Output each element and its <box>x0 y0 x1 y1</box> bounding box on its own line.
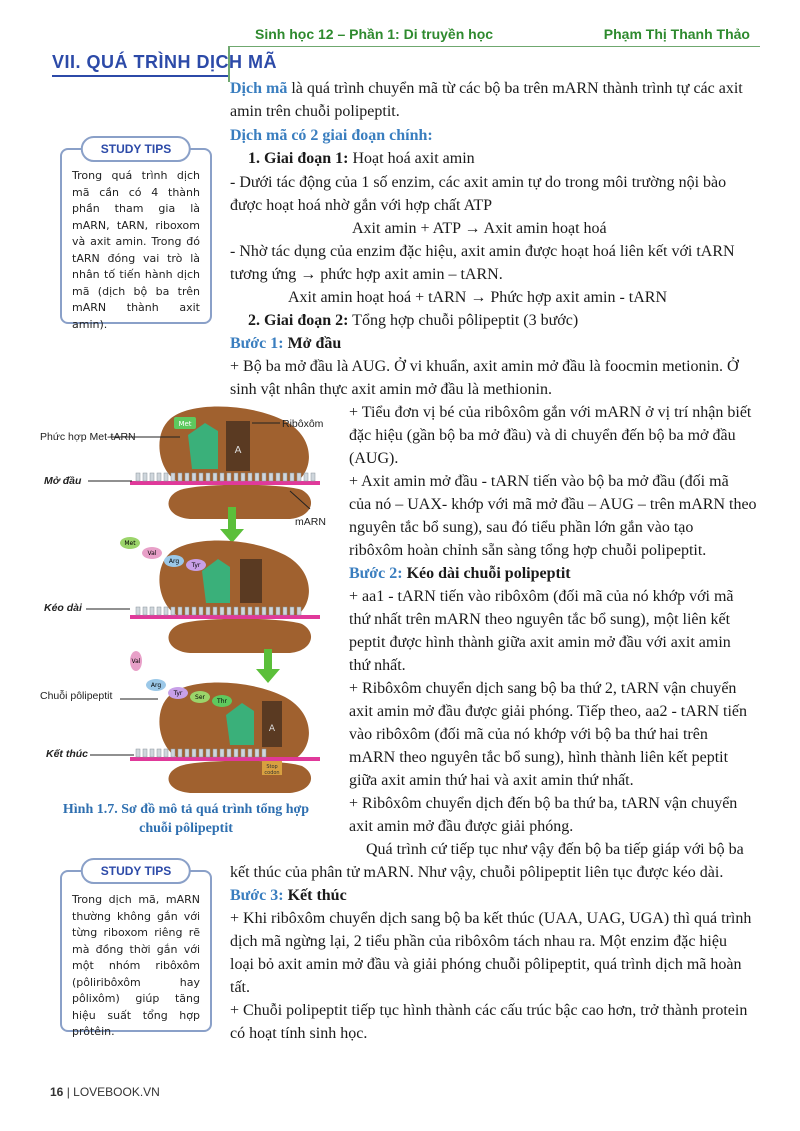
ribosome-large-subunit-2 <box>159 540 309 617</box>
translation-diagram <box>40 395 340 800</box>
stage1-p2: được hoạt hoá nhờ gắn với hợp chất ATP <box>230 197 493 214</box>
step1-l4: đặc hiệu (gần bộ ba mở đầu) và di chuyển đến bộ ba mở đầu <box>349 427 736 444</box>
aa-met-label: Met <box>178 420 192 428</box>
step3-l6: có hoạt tính sinh học. <box>230 1025 368 1042</box>
step2-l11: axit amin mở đầu được giải phóng. <box>349 818 574 835</box>
down-arrow-2 <box>264 649 272 669</box>
section-title: VII. QUÁ TRÌNH DỊCH MÃ <box>52 52 277 72</box>
a-site-label: A <box>234 445 242 456</box>
step2-l7: vào ribôxôm (đối mã của nó khớp với bộ ba thứ hai trên <box>349 726 708 743</box>
ribosome-small-subunit-3 <box>169 761 312 793</box>
label-termination: Kết thúc <box>46 748 88 760</box>
study-tips-label: STUDY TIPS <box>81 858 191 884</box>
header-author: Phạm Thị Thanh Thảo <box>603 26 750 42</box>
label-ribosome: Ribôxôm <box>282 418 324 430</box>
step3-l2: dịch mã ngừng lại, 2 tiểu phần của ribôxôm tách nhau ra. Một enzim đặc hiệu <box>230 933 727 950</box>
step3-l4: tất. <box>230 979 250 996</box>
step3-l1: + Khi ribôxôm chuyển dịch sang bộ ba kết thúc (UAA, UAG, UGA) thì quá trình <box>230 910 752 927</box>
header-subject: Sinh học 12 – Phần 1: Di truyền học <box>255 26 494 42</box>
page-number: 16 <box>50 1085 64 1099</box>
label-mrna: mARN <box>295 516 326 528</box>
step2-l6: axit amin mở đầu được giải phóng. Tiếp theo, aa2 - tARN tiến <box>349 703 747 720</box>
equation-1: Axit amin + ATP → Axit amin hoạt hoá <box>352 220 607 237</box>
page-header <box>0 22 800 48</box>
label-initiation: Mở đầu <box>44 475 82 487</box>
label-met-trna-complex: Phức hợp Met-tARN <box>40 431 136 443</box>
study-tips-label: STUDY TIPS <box>81 136 191 162</box>
footer-site: LOVEBOOK.VN <box>73 1085 160 1099</box>
step2-l2: thứ nhất trên mARN theo nguyên tắc bổ sung), một liên kết <box>349 611 731 628</box>
stage1-p1: - Dưới tác động của 1 số enzim, các axit amin tự do trong môi trường nội bào <box>230 174 727 191</box>
ribosome-small-subunit-2 <box>169 619 312 653</box>
step2-heading: Bước 2: Kéo dài chuỗi polipeptit <box>349 565 571 582</box>
step2-l8: mARN theo nguyên tắc bổ sung), hình thành liên kết peptit <box>349 749 729 766</box>
label-polypeptide-chain: Chuỗi pôlipeptit <box>40 690 113 702</box>
label-elongation: Kéo dài <box>44 602 82 614</box>
figure-caption: Hình 1.7. Sơ đồ mô tả quá trình tổng hợp chuỗi pôlipeptit <box>62 802 310 836</box>
step1-l8: nguyên tắc bổ sung), sau đó tiểu phần lớn gắn vào tạo <box>349 519 694 536</box>
equation-2: Axit amin hoạt hoá + tARN → Phức hợp axit amin - tARN <box>288 289 668 306</box>
step2-l1: + aa1 - tARN tiến vào ribôxôm (đối mã của nó khớp với mã <box>349 588 734 605</box>
step2-l4: thứ nhất. <box>349 657 406 674</box>
aa-label: Ser <box>195 694 205 701</box>
header-divider <box>228 46 760 47</box>
step3-l5: + Chuỗi polipeptit tiếp tục hình thành các cấu trúc bậc cao hơn, trở thành protein <box>230 1002 748 1019</box>
aa-label: Val <box>147 550 157 557</box>
step1-l9: ribôxôm hoàn chỉnh sẵn sàng tổng hợp chuỗi polipeptit. <box>349 542 707 559</box>
aa-label: Arg <box>150 682 162 689</box>
termination-stage <box>130 651 320 793</box>
mrna-strand-3 <box>130 757 320 761</box>
study-tips-box-1 <box>60 142 212 331</box>
step2-l9: giữa axit amin thứ hai và axit amin thứ nhất. <box>349 772 634 789</box>
stage2-heading: 2. Giai đoạn 2: Tổng hợp chuỗi pôlipeptit (3 bước) <box>248 312 579 329</box>
step1-l7: của nó – UAX- khớp với mã mở đầu – AUG – trên mARN theo <box>349 496 757 513</box>
intro-line-2: amin trên chuỗi polipeptit. <box>230 103 400 120</box>
stop-label: Stop <box>266 764 278 770</box>
mrna-strand <box>190 481 320 485</box>
aa-label: Val <box>131 658 141 665</box>
aa-label: Thr <box>217 698 227 705</box>
down-arrow-1 <box>228 507 236 529</box>
elongation-stage <box>120 537 320 653</box>
step1-l5: (AUG). <box>349 450 399 467</box>
stage1-p4: tương ứng → phức hợp axit amin – tARN. <box>230 266 503 283</box>
study-tips-box-2 <box>60 864 212 1038</box>
study-tips-text: Trong dịch mã, mARN thường không gắn với từng riboxom riêng rẽ mà đồng thời gắn với một nhóm ribôxôm (pôliribôxôm hay pôlixôm) giúp tăng hiệu suất tổng hợp prôtêin. <box>72 893 200 1038</box>
ribosome-small-subunit <box>169 485 312 519</box>
section-underline <box>52 75 228 77</box>
page-footer: 16 | LOVEBOOK.VN <box>50 1085 160 1099</box>
step3-l3: loại bỏ axit amin mở đầu và giải phóng chuỗi pôlipeptit, quá trình dịch mã hoàn <box>230 956 742 973</box>
stage1-heading: 1. Giai đoạn 1: Hoạt hoá axit amin <box>248 150 475 167</box>
step1-heading: Bước 1: Mở đầu <box>230 335 342 352</box>
aa-label: Met <box>124 540 136 547</box>
step1-l3: + Tiểu đơn vị bé của ribôxôm gắn với mARN ở vị trí nhận biết <box>349 404 752 421</box>
codon-label: codon <box>264 770 280 776</box>
mrna-strand-2 <box>130 615 320 619</box>
step2-l3: peptit được hình thành giữa axit amin mở đầu với axit amin <box>349 634 731 651</box>
term-dich-ma: Dịch mã <box>230 80 288 97</box>
step2-l13: kết thúc của phân tử mARN. Như vậy, chuỗi pôlipeptit liên tục được kéo dài. <box>230 864 724 881</box>
study-tips-text: Trong quá trình dịch mã cần có 4 thành phần tham gia là mARN, tARN, riboxom và axit amin. Trong đó tARN đóng vai trò là nhân tố tiến hành dịch mã (dịch bộ ba trên mARN thành axit amin). <box>72 169 200 331</box>
aa-label: Tyr <box>191 562 201 569</box>
step1-l1: + Bộ ba mở đầu là AUG. Ở vi khuẩn, axit amin mở đầu là foocmin metionin. Ở <box>230 358 739 375</box>
step3-heading: Bước 3: Kết thúc <box>230 887 347 904</box>
aa-label: Arg <box>168 558 180 565</box>
stage1-p3: - Nhờ tác dụng của enzim đặc hiệu, axit amin được hoạt hoá liên kết với tARN <box>230 243 735 260</box>
a-site-label-3: A <box>268 724 276 734</box>
step2-l12: Quá trình cứ tiếp tục như vậy đến bộ ba tiếp giáp với bộ ba <box>366 841 744 858</box>
step2-l5: + Ribôxôm chuyển dịch sang bộ ba thứ 2, tARN vận chuyển <box>349 680 737 697</box>
step1-l6: + Axit amin mở đầu - tARN tiến vào bộ ba mở đầu (đối mã <box>349 473 729 490</box>
stages-heading: Dịch mã có 2 giai đoạn chính: <box>230 127 433 144</box>
step2-l10: + Ribôxôm chuyển dịch đến bộ ba thứ ba, tARN vận chuyển <box>349 795 738 812</box>
step1-l2: sinh vật nhân thực axit amin mở đầu là methionin. <box>230 381 552 398</box>
aa-label: Tyr <box>173 690 183 697</box>
intro-line-1: Dịch mã là quá trình chuyển mã từ các bộ ba trên mARN thành trình tự các axit <box>230 80 743 97</box>
